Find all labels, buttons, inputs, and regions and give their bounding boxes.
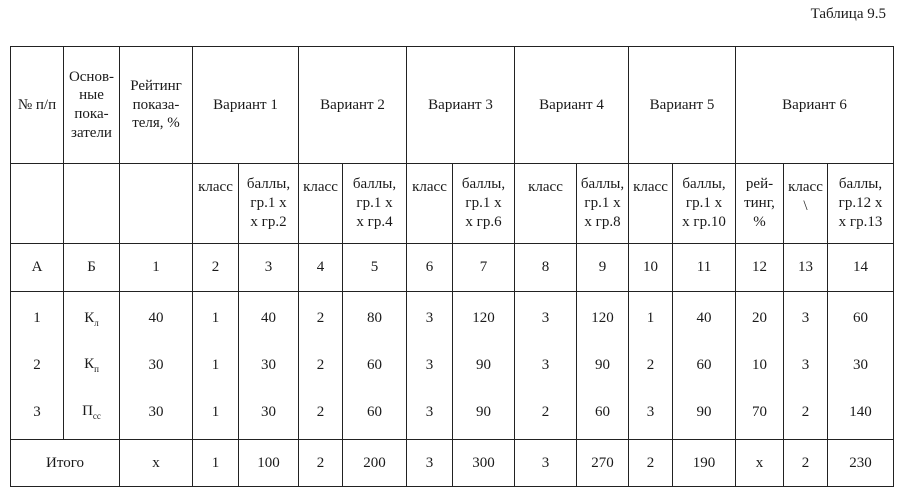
row-indicator: $П_{сс}$ bbox=[82, 403, 101, 422]
cell: 2 bbox=[541, 403, 550, 420]
body-col bbox=[193, 292, 239, 440]
total-row bbox=[11, 440, 894, 487]
subheader-cell: баллы, гр.12 x x гр.13 bbox=[828, 164, 894, 244]
total-cell: 2 bbox=[299, 440, 343, 487]
subheader-cell: класс \ bbox=[784, 164, 828, 244]
cell: 40 bbox=[148, 310, 164, 327]
cell: 40 bbox=[261, 310, 276, 327]
cell: 1 bbox=[646, 310, 655, 327]
cell: 120 bbox=[472, 310, 495, 327]
index-cell: 8 bbox=[515, 244, 577, 292]
row-indicator: $К_л$ bbox=[84, 309, 99, 328]
cell: 90 bbox=[476, 403, 491, 420]
body-num-col bbox=[11, 292, 64, 440]
index-cell: 1 bbox=[120, 244, 193, 292]
total-cell: 190 bbox=[673, 440, 736, 487]
cell: 1 bbox=[211, 310, 220, 327]
index-cell: 13 bbox=[784, 244, 828, 292]
index-cell: 11 bbox=[673, 244, 736, 292]
cell: 3 bbox=[541, 310, 550, 327]
data-table bbox=[10, 46, 894, 487]
subheader-cell: рей- тинг, % bbox=[736, 164, 784, 244]
cell: 2 bbox=[316, 357, 325, 374]
index-cell: Б bbox=[64, 244, 120, 292]
subheader-cell: класс bbox=[515, 164, 577, 244]
cell: 2 bbox=[316, 310, 325, 327]
subheader-cell: баллы, гр.1 x x гр.6 bbox=[453, 164, 515, 244]
cell: 140 bbox=[849, 403, 872, 420]
body-ind-col bbox=[64, 292, 120, 440]
index-cell: 14 bbox=[828, 244, 894, 292]
cell: 60 bbox=[367, 403, 382, 420]
cell: 20 bbox=[752, 310, 767, 327]
index-cell: А bbox=[11, 244, 64, 292]
cell: 1 bbox=[211, 403, 220, 420]
body-col bbox=[239, 292, 299, 440]
index-cell: 10 bbox=[629, 244, 673, 292]
cell: 70 bbox=[752, 403, 767, 420]
cell: 90 bbox=[696, 403, 712, 420]
cell: 30 bbox=[148, 403, 164, 420]
cell: 30 bbox=[853, 357, 868, 374]
index-cell: 4 bbox=[299, 244, 343, 292]
total-cell: x bbox=[736, 440, 784, 487]
subheader-cell: класс bbox=[299, 164, 343, 244]
header-num: № п/п bbox=[11, 47, 64, 164]
total-cell: 300 bbox=[453, 440, 515, 487]
cell: 30 bbox=[261, 357, 276, 374]
header-indicators: Основ- ные пока- затели bbox=[64, 47, 120, 164]
total-cell: 230 bbox=[828, 440, 894, 487]
body-col bbox=[407, 292, 453, 440]
header-variant-5: Вариант 5 bbox=[629, 47, 736, 164]
row-num: 2 bbox=[33, 357, 41, 374]
index-cell: 3 bbox=[239, 244, 299, 292]
body-col bbox=[577, 292, 629, 440]
index-row bbox=[11, 244, 894, 292]
index-cell: 12 bbox=[736, 244, 784, 292]
cell: 3 bbox=[425, 310, 434, 327]
body-col bbox=[784, 292, 828, 440]
cell: 3 bbox=[541, 357, 550, 374]
cell: 30 bbox=[148, 357, 164, 374]
table-body-group bbox=[11, 292, 894, 440]
subheader-row bbox=[11, 164, 894, 244]
cell: 120 bbox=[591, 310, 614, 327]
row-num: 3 bbox=[33, 403, 41, 420]
total-cell: 1 bbox=[193, 440, 239, 487]
cell: 3 bbox=[646, 403, 655, 420]
header-variant-1: Вариант 1 bbox=[193, 47, 299, 164]
cell: 30 bbox=[261, 403, 276, 420]
subheader-cell: баллы, гр.1 x x гр.2 bbox=[239, 164, 299, 244]
cell: 2 bbox=[316, 403, 325, 420]
index-cell: 2 bbox=[193, 244, 239, 292]
total-cell: x bbox=[120, 440, 193, 487]
cell: 3 bbox=[801, 357, 810, 374]
cell: 2 bbox=[646, 357, 655, 374]
cell: 80 bbox=[367, 310, 382, 327]
cell: 1 bbox=[211, 357, 220, 374]
subheader-empty bbox=[120, 164, 193, 244]
index-cell: 7 bbox=[453, 244, 515, 292]
index-cell: 9 bbox=[577, 244, 629, 292]
body-col bbox=[299, 292, 343, 440]
total-label: Итого bbox=[11, 440, 120, 487]
subheader-cell: класс bbox=[629, 164, 673, 244]
table-caption: Таблица 9.5 bbox=[810, 6, 886, 22]
body-col bbox=[673, 292, 736, 440]
cell: 60 bbox=[367, 357, 382, 374]
body-col bbox=[120, 292, 193, 440]
subheader-cell: баллы, гр.1 x x гр.10 bbox=[673, 164, 736, 244]
row-num: 1 bbox=[33, 310, 41, 327]
header-variant-3: Вариант 3 bbox=[407, 47, 515, 164]
total-cell: 200 bbox=[343, 440, 407, 487]
body-col bbox=[736, 292, 784, 440]
cell: 90 bbox=[595, 357, 610, 374]
cell: 60 bbox=[696, 357, 712, 374]
cell: 10 bbox=[752, 357, 767, 374]
subheader-cell: баллы, гр.1 x x гр.8 bbox=[577, 164, 629, 244]
body-col bbox=[515, 292, 577, 440]
row-indicator: $К_п$ bbox=[84, 356, 99, 375]
index-cell: 5 bbox=[343, 244, 407, 292]
subheader-cell: баллы, гр.1 x x гр.4 bbox=[343, 164, 407, 244]
cell: 2 bbox=[801, 403, 810, 420]
total-cell: 270 bbox=[577, 440, 629, 487]
total-cell: 3 bbox=[515, 440, 577, 487]
cell: 40 bbox=[696, 310, 712, 327]
header-row bbox=[11, 47, 894, 164]
total-cell: 3 bbox=[407, 440, 453, 487]
cell: 60 bbox=[595, 403, 610, 420]
subheader-cell: класс bbox=[193, 164, 239, 244]
total-cell: 2 bbox=[629, 440, 673, 487]
cell: 60 bbox=[853, 310, 868, 327]
cell: 3 bbox=[425, 403, 434, 420]
total-cell: 100 bbox=[239, 440, 299, 487]
body-col bbox=[343, 292, 407, 440]
header-variant-6: Вариант 6 bbox=[736, 47, 894, 164]
subheader-empty bbox=[11, 164, 64, 244]
header-rating: Рейтинг показа- теля, % bbox=[120, 47, 193, 164]
cell: 3 bbox=[425, 357, 434, 374]
cell: 90 bbox=[476, 357, 491, 374]
body-col bbox=[828, 292, 894, 440]
subheader-empty bbox=[64, 164, 120, 244]
cell: 3 bbox=[801, 310, 810, 327]
header-variant-2: Вариант 2 bbox=[299, 47, 407, 164]
subheader-cell: класс bbox=[407, 164, 453, 244]
body-col bbox=[629, 292, 673, 440]
total-cell: 2 bbox=[784, 440, 828, 487]
index-cell: 6 bbox=[407, 244, 453, 292]
header-variant-4: Вариант 4 bbox=[515, 47, 629, 164]
body-col bbox=[453, 292, 515, 440]
